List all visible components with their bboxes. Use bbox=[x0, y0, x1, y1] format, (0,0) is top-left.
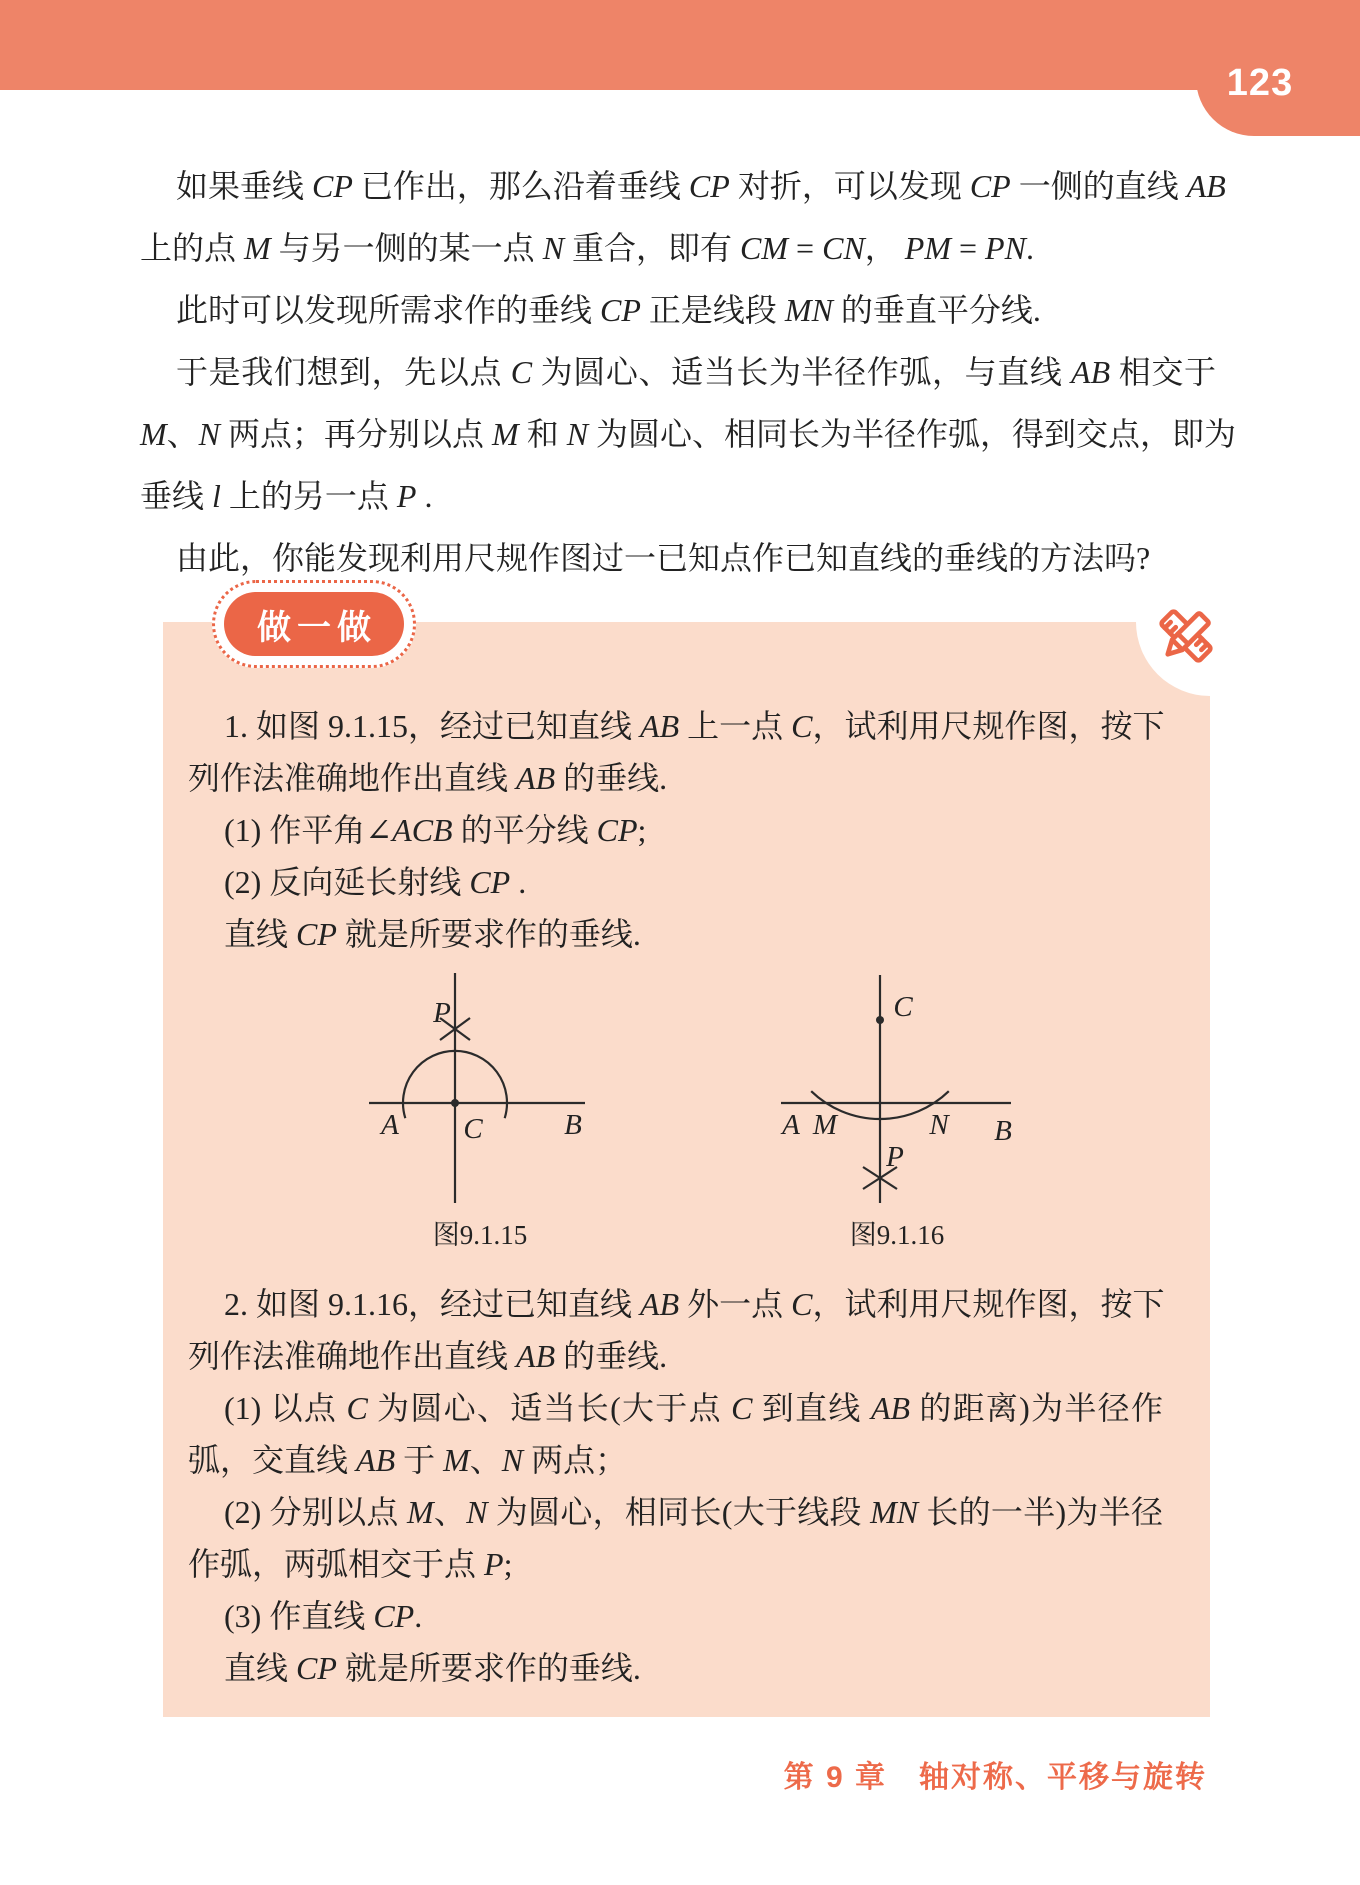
fig2-label-A: A bbox=[782, 1109, 800, 1141]
page-number-tab bbox=[1196, 0, 1360, 136]
activity-badge bbox=[212, 580, 416, 668]
fig2-point-C bbox=[876, 1016, 884, 1024]
fig1-point-C bbox=[451, 1099, 459, 1107]
text-line: (2) 反向延长射线 CP . bbox=[224, 864, 527, 900]
pencil-ruler-icon bbox=[1155, 605, 1217, 667]
text-line: 上的点 M 与另一侧的某一点 N 重合，即有 CM = CN， PM = PN. bbox=[140, 230, 1034, 266]
text-line: 如果垂线 CP 已作出，那么沿着垂线 CP 对折，可以发现 CP 一侧的直线 AB bbox=[176, 168, 1226, 204]
fig2-label-M: M bbox=[812, 1109, 838, 1141]
text-line: 直线 CP 就是所要求作的垂线. bbox=[224, 916, 641, 952]
construction-figures bbox=[163, 968, 1210, 1260]
fig1-label-P: P bbox=[433, 997, 451, 1029]
page-number: 123 bbox=[1226, 62, 1294, 104]
text-line: 列作法准确地作出直线 AB 的垂线. bbox=[188, 1338, 668, 1374]
text-line: 2. 如图 9.1.16，经过已知直线 AB 外一点 C，试利用尺规作图，按下 bbox=[224, 1286, 1165, 1322]
text-line: 弧，交直线 AB 于 M、N 两点； bbox=[188, 1442, 628, 1478]
text-line: 直线 CP 就是所要求作的垂线. bbox=[224, 1650, 641, 1686]
fig2-label-B: B bbox=[994, 1115, 1012, 1147]
fig1-label-A: A bbox=[381, 1109, 399, 1141]
figure-9-1-15 bbox=[369, 973, 585, 1203]
fig2-label-P: P bbox=[886, 1141, 904, 1173]
text-line: 作弧，两弧相交于点 P; bbox=[188, 1546, 513, 1582]
text-line: 由此，你能发现利用尺规作图过一已知点作已知直线的垂线的方法吗? bbox=[176, 540, 1151, 576]
text-line: 列作法准确地作出直线 AB 的垂线. bbox=[188, 760, 668, 796]
fig2-labels bbox=[780, 991, 1012, 1173]
text-line: M、N 两点；再分别以点 M 和 N 为圆心、相同长为半径作弧，得到交点，即为 bbox=[140, 416, 1237, 452]
text-line: 1. 如图 9.1.15，经过已知直线 AB 上一点 C，试利用尺规作图，按下 bbox=[224, 708, 1165, 744]
exercise-2 bbox=[188, 1278, 1163, 1694]
fig2-caption: 图9.1.16 bbox=[849, 1220, 945, 1250]
fig1-label-B: B bbox=[564, 1109, 582, 1141]
text-line: 垂线 l 上的另一点 P . bbox=[140, 478, 433, 514]
text-line: (1) 作平角∠ACB 的平分线 CP; bbox=[224, 812, 647, 848]
text-line: 此时可以发现所需求作的垂线 CP 正是线段 MN 的垂直平分线. bbox=[176, 292, 1041, 328]
fig1-label-C: C bbox=[463, 1113, 483, 1145]
text-line: (3) 作直线 CP. bbox=[224, 1598, 423, 1634]
activity-badge-label: 做一做 bbox=[224, 592, 404, 656]
intro-text bbox=[140, 155, 1237, 589]
header-bar bbox=[0, 0, 1360, 90]
fig2-label-N: N bbox=[929, 1109, 949, 1141]
exercise-1 bbox=[188, 700, 1163, 960]
fig1-labels bbox=[379, 997, 582, 1145]
fig2-label-C: C bbox=[893, 991, 913, 1023]
activity-box bbox=[163, 622, 1210, 1717]
chapter-footer: 第 9 章 轴对称、平移与旋转 bbox=[783, 1761, 1207, 1794]
text-line: 于是我们想到，先以点 C 为圆心、适当长为半径作弧，与直线 AB 相交于 bbox=[176, 354, 1216, 390]
text-line: (2) 分别以点 M、N 为圆心，相同长(大于线段 MN 长的一半)为半径 bbox=[224, 1494, 1163, 1530]
text-line: (1) 以点 C 为圆心、适当长(大于点 C 到直线 AB 的距离)为半径作 bbox=[224, 1390, 1163, 1426]
fig1-caption: 图9.1.15 bbox=[432, 1220, 528, 1250]
